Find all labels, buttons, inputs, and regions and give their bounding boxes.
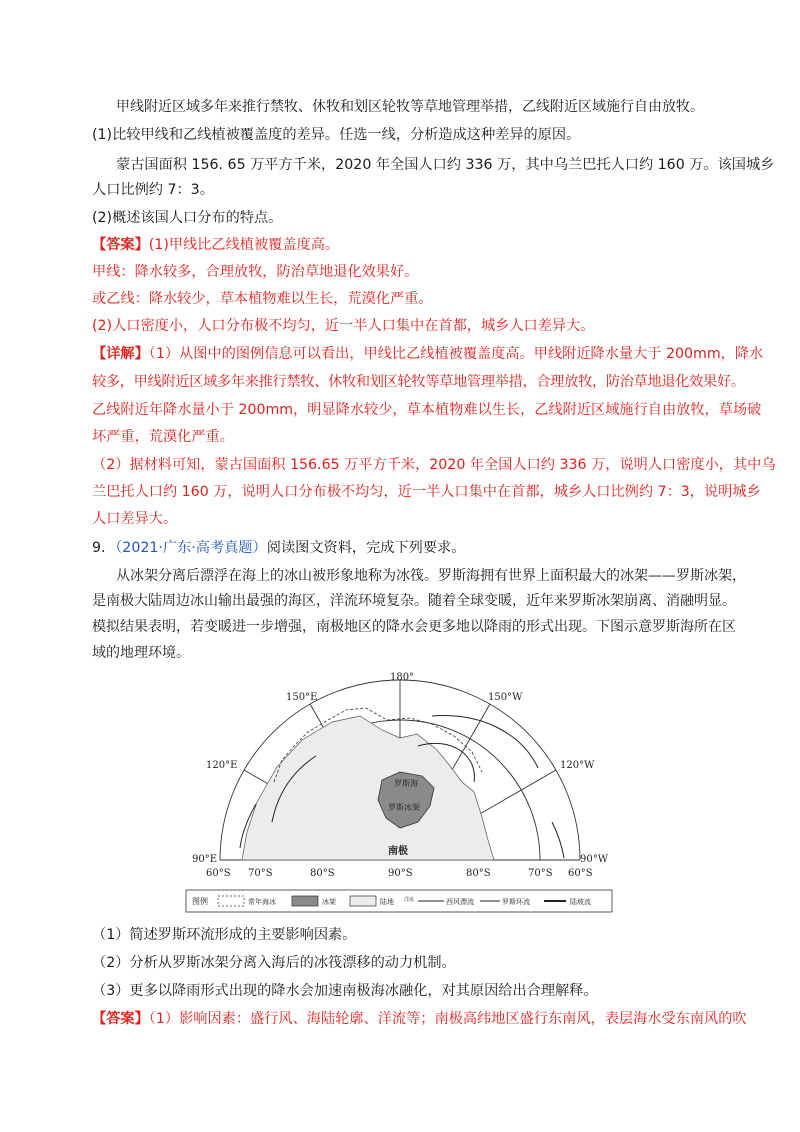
west-wind-drift-arrow — [432, 716, 538, 768]
material-text-line: 域的地理环境。 — [92, 645, 190, 661]
label-120w: 120°W — [560, 760, 595, 771]
question-source: （2021·广东·高考真题） — [115, 540, 267, 556]
legend-ross-gyre-label: 罗斯环流 — [502, 898, 530, 906]
detail-line: 乙线附近年降水量小于 200mm，明显降水较少，草本植物难以生长，乙线附近区域施行自由放牧，草场破 — [92, 402, 762, 418]
sub-question-1: （1）简述罗斯环流形成的主要影响因素。 — [92, 927, 357, 943]
label-120e: 120°E — [206, 760, 238, 771]
material-text-line: 蒙古国面积 156. 65 万平方千米，2020 年全国人口约 336 万，其中乌兰巴托人口约 160 万。该国城乡 — [116, 157, 775, 173]
answer-tag: 【答案】 — [92, 1011, 149, 1027]
ross-sea-label: 罗斯海 — [394, 779, 418, 788]
sub-question-3: （3）更多以降雨形式出现的降水会加速南极海冰融化，对其原因给出合理解释。 — [92, 983, 598, 999]
detail-line: 坏严重，荒漠化严重。 — [92, 429, 234, 445]
answer-text: （1）影响因素：盛行风、海陆轮廓、洋流等；南极高纬地区盛行东南风，表层海水受东南风的吹 — [148, 1011, 747, 1027]
material-text-line: 是南极大陆周边冰山输出最强的海区，洋流环境复杂。随着全球变暖，近年来罗斯冰架崩离、消融明显。 — [92, 593, 736, 609]
label-80s-left: 80°S — [310, 868, 335, 879]
detail-tag: 【详解】 — [92, 346, 149, 362]
question-prompt: 阅读图文资料，完成下列要求。 — [266, 540, 466, 556]
legend-current-label: 洋流 — [404, 897, 415, 903]
legend-land-swatch — [350, 896, 376, 906]
detail-line: 较多，甲线附近区域多年来推行禁牧、休牧和划区轮牧等草地管理举措，合理放牧，防治草地退化效果好。 — [92, 374, 745, 390]
ross-ice-shelf-label: 罗斯冰架 — [388, 803, 420, 812]
question-2: (2)概述该国人口分布的特点。 — [92, 210, 283, 226]
label-70s-right: 70°S — [528, 868, 553, 879]
detail-line: （2）据材料可知，蒙古国面积 156.65 万平方千米，2020 年全国人口约 336 万，说明人口密度小，其中乌 — [92, 457, 776, 473]
antarctic-land — [242, 716, 494, 860]
label-90s: 90°S — [388, 868, 413, 879]
legend-west-wind-label: 西风漂流 — [446, 898, 474, 906]
legend-title: 图例 — [192, 897, 208, 906]
answer-line: (2)人口密度小，人口分布极不均匀，近一半人口集中在首都，城乡人口差异大。 — [92, 318, 595, 334]
material-text-line: 模拟结果表明，若变暖进一步增强，南极地区的降水会更多地以降雨的形式出现。下图示意罗斯海所在区 — [92, 619, 736, 635]
legend-slope-current-label: 陆坡流 — [570, 898, 591, 906]
answer-line — [92, 235, 339, 255]
answer-line: 或乙线：降水较少，草本植物难以生长，荒漠化严重。 — [92, 291, 433, 307]
south-pole-label: 南极 — [388, 846, 408, 857]
question-9-header — [92, 538, 465, 558]
detail-text: （1）从图中的图例信息可以看出，甲线比乙线植被覆盖度高。甲线附近降水量大于 200mm，降水 — [148, 346, 764, 362]
question-1: (1)比较甲线和乙线植被覆盖度的差异。任选一线，分析造成这种差异的原因。 — [92, 127, 581, 143]
answer-line: 甲线：降水较多，合理放牧，防治草地退化效果好。 — [92, 264, 419, 280]
label-150w: 150°W — [488, 692, 523, 703]
label-90e: 90°E — [192, 854, 218, 865]
answer-tag: 【答案】 — [92, 237, 149, 253]
question-number: 9． — [92, 540, 116, 556]
ross-sea-map — [182, 672, 618, 914]
detail-line — [92, 344, 763, 364]
sub-question-2: （2）分析从罗斯冰架分离入海后的冰筏漂移的动力机制。 — [92, 955, 456, 971]
label-60s-right: 60°S — [568, 868, 593, 879]
label-80s-right: 80°S — [466, 868, 491, 879]
material-text-line: 人口比例约 7：3。 — [92, 182, 214, 198]
label-180: 180° — [390, 672, 415, 683]
legend-land-label: 陆地 — [380, 898, 394, 906]
label-90w: 90°W — [580, 854, 609, 865]
answer-text: (1)甲线比乙线植被覆盖度高。 — [148, 237, 340, 253]
west-wind-drift-arrow — [552, 822, 564, 858]
answer-line — [92, 1009, 747, 1029]
material-text-line: 甲线附近区域多年来推行禁牧、休牧和划区轮牧等草地管理举措，乙线附近区域施行自由放牧。 — [116, 99, 704, 115]
legend-ice-shelf-label: 冰架 — [322, 898, 336, 906]
label-60s-left: 60°S — [206, 868, 231, 879]
detail-line: 兰巴托人口约 160 万，说明人口分布极不均匀，近一半人口集中在首都，城乡人口比例约 7：3，说明城乡 — [92, 484, 761, 500]
label-150e: 150°E — [286, 692, 318, 703]
legend-sea-ice-label: 常年海冰 — [248, 898, 276, 906]
material-text-line: 从冰架分离后漂浮在海上的冰山被形象地称为冰筏。罗斯海拥有世界上面积最大的冰架——罗斯冰架， — [116, 568, 746, 584]
label-70s-left: 70°S — [248, 868, 273, 879]
legend-ice-shelf-swatch — [292, 896, 318, 906]
detail-line: 人口差异大。 — [92, 511, 178, 527]
